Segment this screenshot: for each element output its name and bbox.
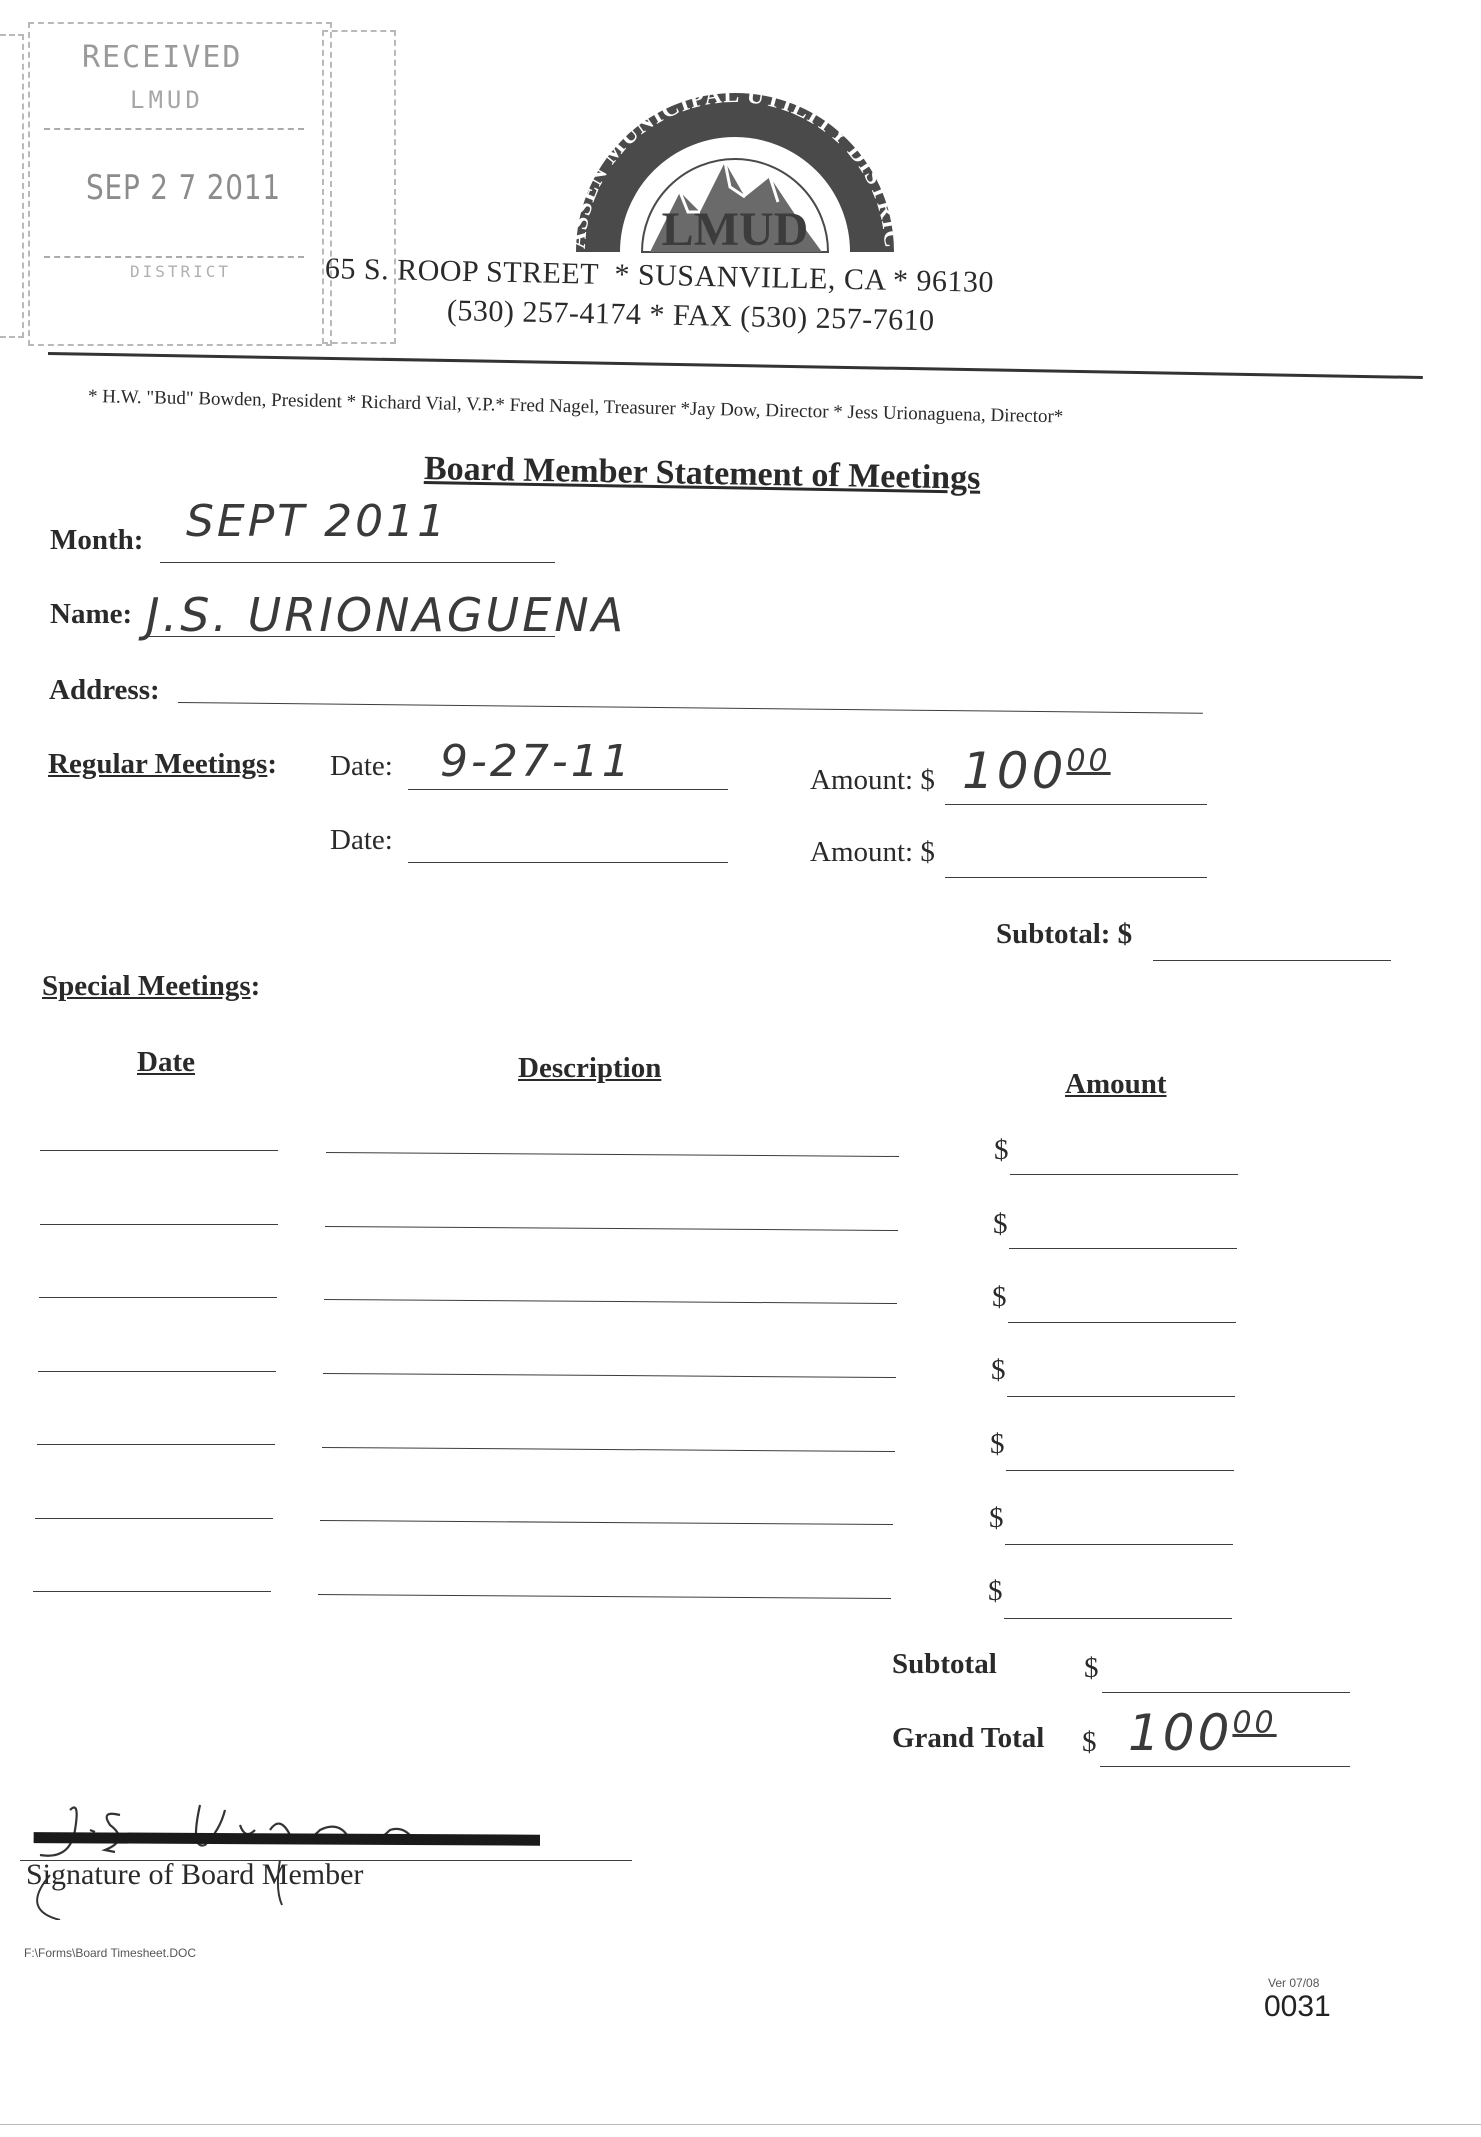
regular-date-label-1: Date: — [330, 750, 393, 782]
header-divider — [48, 352, 1423, 379]
stamp-org-text: LMUD — [130, 86, 204, 114]
col-header-amount: Amount — [1065, 1068, 1167, 1100]
row-amount-line[interactable] — [1008, 1322, 1236, 1323]
form-title: Board Member Statement of Meetings — [423, 450, 981, 497]
regular-meetings-label — [48, 748, 277, 781]
regular-meetings-text: Regular Meetings — [48, 748, 268, 780]
address-label: Address: — [49, 674, 160, 706]
svg-text:LASSEN MUNICIPAL UTILITY DISTR: ASSEN MUNICIPAL UTILITY DISTRIC — [564, 81, 906, 250]
row-amount-line[interactable] — [1010, 1174, 1238, 1175]
stamp-date-text: SEP 2 7 2011 — [86, 168, 281, 208]
row-date-line[interactable] — [35, 1518, 273, 1519]
regular-date-label-2: Date: — [330, 824, 393, 856]
regular-subtotal-label: Subtotal: $ — [996, 918, 1133, 950]
grand-total-line — [1100, 1766, 1350, 1767]
special-subtotal-line[interactable] — [1102, 1692, 1350, 1693]
regular-amount-cents-1: 00 — [1066, 743, 1111, 779]
svg-text:LMUD: LMUD — [661, 203, 809, 256]
special-meetings-text: Special Meetings — [42, 970, 251, 1002]
special-meetings-colon: : — [250, 970, 261, 1002]
district-address: 65 S. ROOP STREET * SUSANVILLE, CA * 96130 — [324, 252, 995, 300]
col-header-date: Date — [137, 1046, 195, 1078]
row-description-line[interactable] — [322, 1447, 895, 1452]
row-date-line[interactable] — [40, 1224, 278, 1225]
row-dollar-sign: $ — [993, 1208, 1008, 1240]
regular-amount-line-1 — [945, 804, 1207, 805]
regular-amount-label-2: Amount: $ — [810, 836, 935, 868]
regular-date-value-1[interactable]: 9-27-11 — [440, 736, 633, 787]
row-amount-line[interactable] — [1007, 1396, 1235, 1397]
row-description-line[interactable] — [325, 1226, 898, 1231]
district-logo — [560, 62, 910, 262]
row-amount-line[interactable] — [1004, 1618, 1232, 1619]
row-description-line[interactable] — [320, 1520, 893, 1525]
special-subtotal-dollar: $ — [1084, 1652, 1099, 1684]
row-amount-line[interactable] — [1009, 1248, 1237, 1249]
row-amount-line[interactable] — [1005, 1544, 1233, 1545]
row-date-line[interactable] — [37, 1444, 275, 1445]
special-meetings-label — [42, 970, 260, 1003]
page-bottom-edge — [0, 2124, 1481, 2125]
row-description-line[interactable] — [323, 1373, 896, 1378]
stamp-received-text: RECEIVED — [82, 40, 243, 75]
row-dollar-sign: $ — [994, 1134, 1009, 1166]
grand-total-cents: 00 — [1232, 1705, 1277, 1741]
row-date-line[interactable] — [40, 1150, 278, 1151]
row-description-line[interactable] — [326, 1152, 899, 1157]
regular-amount-dollars-1: 100 — [962, 742, 1067, 800]
regular-date-line-1 — [408, 789, 728, 790]
row-date-line[interactable] — [33, 1591, 271, 1592]
row-description-line[interactable] — [318, 1594, 891, 1599]
grand-total-dollar: $ — [1082, 1726, 1097, 1758]
regular-amount-line-2[interactable] — [945, 877, 1207, 878]
file-path: F:\Forms\Board Timesheet.DOC — [24, 1946, 197, 1960]
row-date-line[interactable] — [38, 1371, 276, 1372]
signature-graphic — [20, 1770, 540, 1920]
row-dollar-sign: $ — [992, 1281, 1007, 1313]
grand-total-dollars: 100 — [1128, 1704, 1233, 1762]
board-members-list: * H.W. "Bud" Bowden, President * Richard Vial, V.P.* Fred Nagel, Treasurer *Jay Dow, Director * Jess Urionaguena, Director* — [87, 386, 1064, 428]
name-value[interactable]: J.S. URIONAGUENA — [146, 588, 627, 642]
row-description-line[interactable] — [324, 1299, 897, 1304]
district-phones: (530) 257-4174 * FAX (530) 257-7610 — [446, 294, 935, 338]
stamp-dist-text: DISTRICT — [130, 262, 232, 281]
row-dollar-sign: $ — [988, 1575, 1003, 1607]
version-label: Ver 07/08 — [1268, 1976, 1320, 1990]
regular-meetings-colon: : — [267, 748, 278, 780]
regular-amount-label-1: Amount: $ — [810, 764, 935, 796]
row-dollar-sign: $ — [989, 1502, 1004, 1534]
month-line — [160, 562, 555, 563]
row-date-line[interactable] — [39, 1297, 277, 1298]
regular-date-line-2[interactable] — [408, 862, 728, 863]
month-value[interactable]: SEPT 2011 — [186, 496, 449, 547]
month-label: Month: — [50, 524, 144, 556]
grand-total-label: Grand Total — [892, 1722, 1045, 1754]
address-line[interactable] — [178, 702, 1203, 714]
row-dollar-sign: $ — [991, 1354, 1006, 1386]
regular-amount-value-1[interactable] — [962, 742, 1111, 800]
page-number: 0031 — [1264, 1990, 1331, 2023]
col-header-description: Description — [518, 1052, 662, 1084]
row-amount-line[interactable] — [1006, 1470, 1234, 1471]
signature-caption: Signature of Board Member — [26, 1858, 364, 1891]
special-subtotal-label: Subtotal — [892, 1648, 997, 1680]
grand-total-value[interactable] — [1128, 1704, 1277, 1762]
name-label: Name: — [50, 598, 133, 630]
regular-subtotal-line[interactable] — [1153, 960, 1391, 961]
row-dollar-sign: $ — [990, 1428, 1005, 1460]
